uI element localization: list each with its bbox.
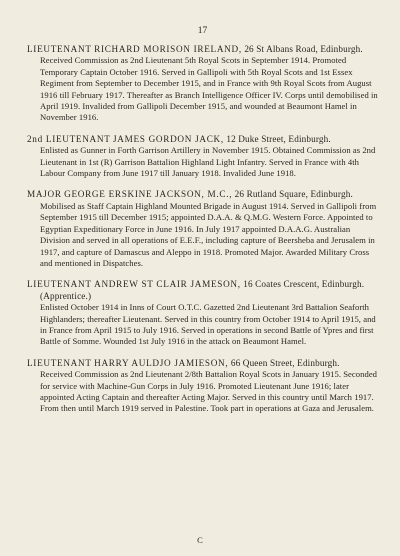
service-entry xyxy=(27,279,378,347)
entry-rank: LIEUTENANT xyxy=(27,279,92,290)
entry-heading xyxy=(27,189,378,200)
service-entry xyxy=(27,189,378,269)
entry-text: Enlisted as Gunner in Forth Garrison Artillery in November 1915. Obtained Commission as 2nd Lieutenant in 1st (R) Garrison Battalion Highland Light Infantry. Served in France with 4th Labour Company from June 1917 till January 1918. Invalided June 1918. xyxy=(40,145,376,179)
entry-text: Received Commission as 2nd Lieutenant 5th Royal Scots in September 1914. Promoted Temporary Captain October 1916. Served in Gallipoli with 5th Royal Scots and 1st Essex Regiment from September to December 1915, and in France with 9th Royal Scots from August 1916 till February 1917. Thereafter as Branch Intelligence Officer IV. Corps until demobilised in April 1919. Invalided from Gallipoli December 1915, and wounded at Beaumont Hamel in November 1916. xyxy=(40,55,378,123)
entry-rank: LIEUTENANT xyxy=(27,44,92,54)
entry-name: RICHARD MORISON IRELAND, xyxy=(94,44,242,54)
entry-heading xyxy=(27,44,378,55)
entry-text: Received Commission as 2nd Lieutenant 2/8th Battalion Royal Scots in January 1915. Seconded for service with Machine-Gun Corps in July 1916. Promoted Lieutenant June 1916; later appointed Acting Captain and thereafter Acting Major. Served in this country until March 1917. From then until March 1919 served in Palestine. Took part in operations at Gaza and Jerusalem. xyxy=(40,369,378,414)
entry-text: Enlisted October 1914 in Inns of Court O.T.C. Gazetted 2nd Lieutenant 3rd Battalion Seaforth Highlanders; thereafter Lieutenant. Served in this country from October 1914 to April 1915, and in France from April 1915 to July 1916. Served in operations in second Battle of Ypres and first Battle of Somme. Wounded 1st July 1916 in the attack on Beaumont Hamel. xyxy=(40,302,376,347)
entry-heading xyxy=(27,358,378,369)
entry-rank: LIEUTENANT xyxy=(27,357,92,368)
page-number: 17 xyxy=(197,26,208,36)
entry-heading xyxy=(27,279,378,302)
entry-name: JAMES GORDON JACK, xyxy=(113,133,224,144)
entry-text: Mobilised as Staff Captain Highland Mounted Brigade in August 1914. Served in Gallipoli from September 1915 till December 1915; appointed D.A.A. & Q.M.G. Western Force. Appointed to Egyptian Expeditionary Force in June 1916. In July 1917 appointed D.A.A.G. Australian Division and served in all operations of E.E.F., including capture of Beersheba and Jerusalem in 1917, and capture of Damascus and Aleppo in 1918. Promoted Major. Awarded Military Cross and mentioned in Dispatches. xyxy=(40,200,377,268)
entry-address: 66 Queen Street, Edinburgh. xyxy=(230,357,340,368)
entry-address: 26 St Albans Road, Edinburgh. xyxy=(244,44,363,54)
signature-mark: C xyxy=(197,535,203,545)
entry-address: 16 Coates Crescent, Edinburgh. (Apprentice.) xyxy=(40,279,365,301)
entry-heading xyxy=(27,134,378,145)
entry-name: HARRY AULDJO JAMIESON, xyxy=(94,357,229,368)
entry-address: 12 Duke Street, Edinburgh. xyxy=(226,133,331,144)
entry-address: 26 Rutland Square, Edinburgh. xyxy=(234,189,353,200)
service-entry xyxy=(27,44,378,124)
entry-rank: MAJOR xyxy=(27,189,62,200)
entry-name: ANDREW ST CLAIR JAMESON, xyxy=(94,279,241,290)
service-entry xyxy=(27,134,378,180)
service-entry xyxy=(27,358,378,415)
entry-rank: 2nd LIEUTENANT xyxy=(27,133,111,144)
entry-name: GEORGE ERSKINE JACKSON, M.C., xyxy=(64,189,233,200)
